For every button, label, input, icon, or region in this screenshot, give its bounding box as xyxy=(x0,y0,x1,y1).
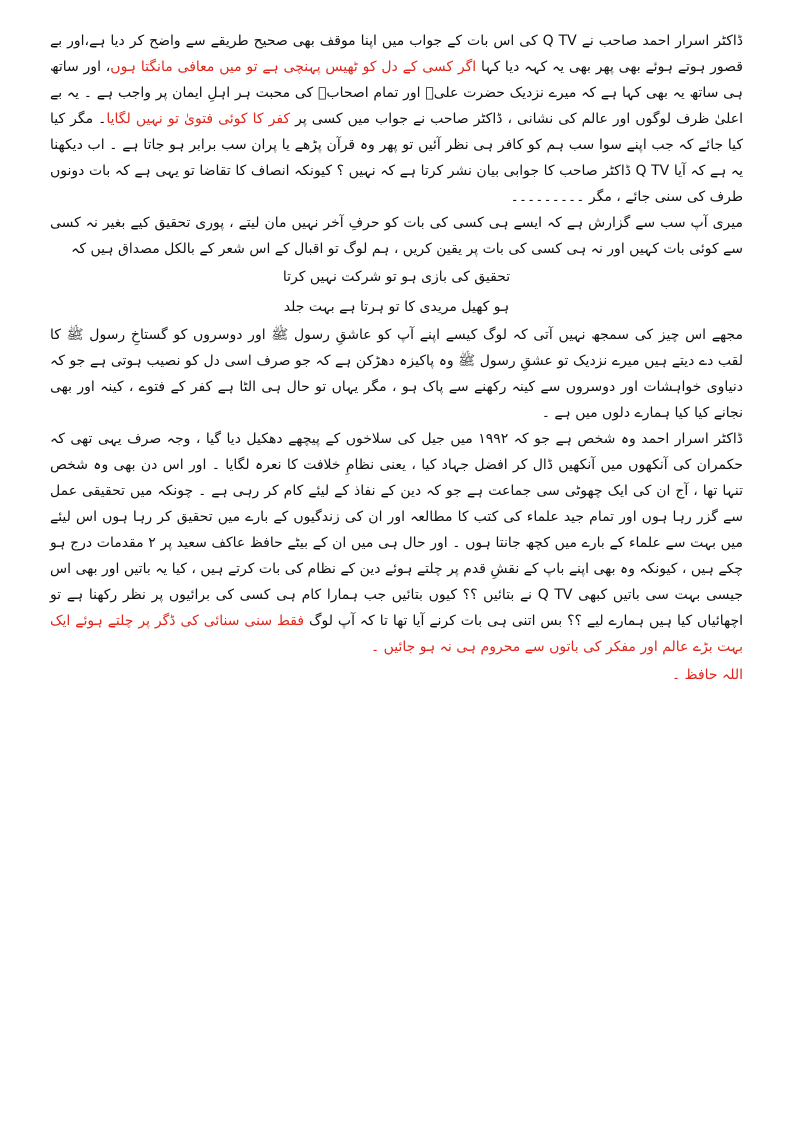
paragraph-text-run: ڈاکٹر اسرار احمد صاحب نے Q TV کی اس بات کے جواب میں اپنا موقف بھی صحیح طریقے سے واضح کر دیا ہے،اور بے قصور ہوتے ہوئے بھی پھر بھی یہ کہہ دیا کہا xyxy=(50,33,743,75)
paragraph-text-run: ڈاکٹر اسرار احمد وہ شخص ہے جو کہ ۱۹۹۲ میں جیل کی سلاخوں کے پیچھے دھکیل دیا گیا ، وجہ صرف یہی تھی کہ حکمران کی آنکھوں میں آنکھیں ڈال کر افضل جہاد کیا ، یعنی نظامِ خلافت کا نعرہ لگایا ۔ اور اس دن بھی وہ شخص تنہا تھا ، آج ان کی ایک چھوٹی سی جماعت ہے جو کہ دین کے نفاذ کے لیئے کام کر رہی ہے ۔ چونکہ میں تحقیقی عمل سے گزر رہا ہوں اور تمام جید علماء کی کتب کا مطالعہ اور ان کی زندگیوں کے بارے میں تحقیق کر رہا ہوں اس لیئے میں بہت سے علماء کے بارے میں کچھ جانتا ہوں ۔ اور حال ہی میں ان کے بیٹے حافظ عاکف سعید پر ۲ مقدمات درج ہو چکے ہیں ، کیونکہ وہ بھی اپنے باپ کے نقشِ قدم پر چلتے ہوئے دین کے نظام کی بات کرتے ہیں ، کیا یہ باتیں اور بھی اس جیسی بہت سی باتیں کبھی Q TV نے بتائیں ؟؟ کیوں بتائیں جب ہمارا کام ہی کسی کی برائیوں پر نظر رکھنا ہے تو اچھائیاں کیا ہیں ہمارے لیے ؟؟ بس اتنی ہی بات کرنے آیا تھا تا کہ آپ لوگ xyxy=(50,431,743,629)
paragraph-text-run: ، اور ساتھ ہی ساتھ یہ بھی کہا ہے کہ میرے نزدیک حضرت علیؓ اور تمام اصحابؓ کی محبت ہر اہلِ ایمان پر واجب ہے ۔ یہ بے اعلیٰ ظرف لوگوں اور عالم کی نشانی ، ڈاکٹر صاحب نے جواب میں کسی پر xyxy=(50,59,743,127)
iqbal-couplet-line-1: تحقیق کی بازی ہو تو شرکت نہیں کرتا xyxy=(282,269,511,285)
highlighted-closing-text: فقط سنی سنائی کی ڈگر پر چلتے ہوئے ایک بہت بڑے عالم اور مفکر کی باتوں سے محروم ہی نہ ہو جائیں ۔ xyxy=(50,613,743,655)
paragraph-ishq-e-rasool xyxy=(50,322,743,426)
document-page xyxy=(50,28,743,688)
iqbal-couplet-line-2: ہو کھیل مریدی کا تو ہرتا ہے بہت جلد xyxy=(283,299,510,315)
highlighted-apology-text: اگر کسی کے دل کو ٹھیس پہنچی ہے تو میں معافی مانگتا ہوں xyxy=(110,59,477,75)
highlighted-no-fatwa-text: کفر کا کوئی فتویٰ تو نہیں لگایا xyxy=(106,111,291,127)
paragraph-text-run: ۔ مگر کیا کیا جائے کہ جب اپنے سوا سب ہم کو کافر ہی نظر آئیں تو پھر وہ قرآن پڑھے یا پران سب برابر ہو جاتا ہے ۔ اب دیکھنا یہ ہے کہ آیا Q TV ڈاکٹر صاحب کا جوابی بیان نشر کرتا ہے کہ نہیں ؟ کیونکہ انصاف کا تقاضا تو یہی ہے کہ بات دونوں طرف کی سنی جائے ، مگر ۔۔۔۔۔۔۔۔۔ xyxy=(50,111,743,205)
paragraph-qtv-response xyxy=(50,28,743,210)
paragraph-dr-israr xyxy=(50,426,743,660)
paragraph-text-run: مجھے اس چیز کی سمجھ نہیں آتی کہ لوگ کیسے اپنے آپ کو عاشقِ رسول ﷺ اور دوسروں کو گستاخِ رسول ﷺ کا لقب دے دیتے ہیں میرے نزدیک تو عشقِ رسول ﷺ وہ پاکیزہ دھڑکن ہے کہ جو صرف اسی دل کو نصیب ہوتی ہے جو کہ دنیاوی خواہشات اور دوسروں سے کینہ رکھنے سے پاک ہو ، مگر یہاں تو حال ہی الٹا ہے کفر کے فتوے ، کینہ اور بھی نجانے کیا کیا ہمارے دلوں میں ہے ۔ xyxy=(50,327,743,421)
paragraph-text-run: میری آپ سب سے گزارش ہے کہ ایسے ہی کسی کی بات کو حرفِ آخر نہیں مان لیتے ، پوری تحقیق کیے بغیر نہ کسی سے کوئی بات کہیں اور نہ ہی کسی کی بات پر یقین کریں ، ہم لوگ تو اقبال کے اس شعر کے بالکل مصداق ہیں کہ xyxy=(50,215,743,257)
paragraph-request xyxy=(50,210,743,262)
signoff-allah-hafiz: اللہ حافظ ۔ xyxy=(672,667,743,683)
